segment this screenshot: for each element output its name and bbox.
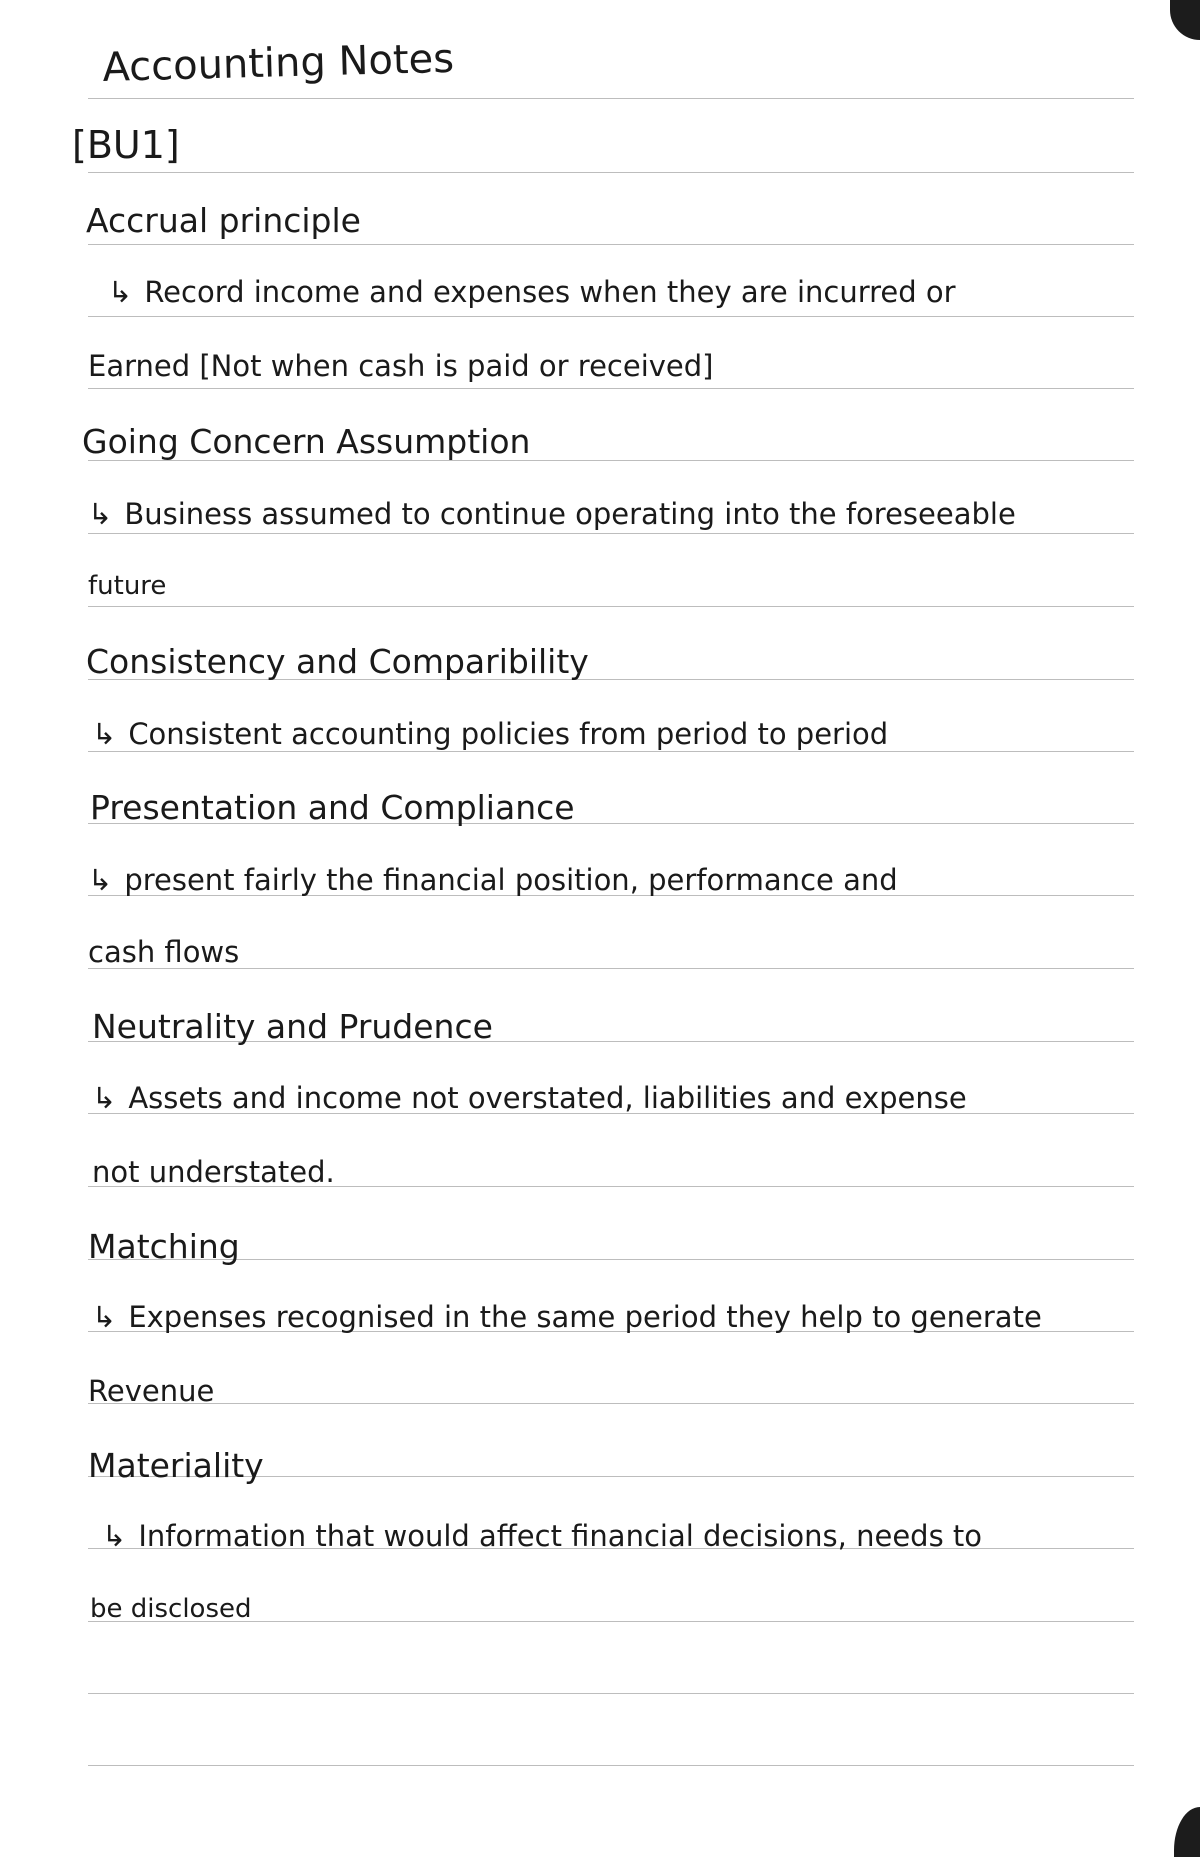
note-line-text: not understated. xyxy=(92,1155,335,1189)
note-heading-going-concern: Going Concern Assumption xyxy=(82,422,531,461)
note-line-text: cash flows xyxy=(88,935,240,969)
note-line xyxy=(88,497,1016,531)
note-line-text: Information that would affect financial decisions, needs to xyxy=(138,1519,983,1553)
ruled-line xyxy=(88,606,1134,607)
ruled-line xyxy=(88,388,1134,389)
note-line-text: Record income and expenses when they are incurred or xyxy=(144,275,956,309)
section-tag: [BU1] xyxy=(72,123,180,167)
arrow-icon: ↳ xyxy=(88,863,113,897)
note-line-text: Consistent accounting policies from period to period xyxy=(128,717,889,751)
ruled-line xyxy=(88,244,1134,245)
note-line-text: Business assumed to continue operating into the foreseeable xyxy=(124,497,1016,531)
ruled-line xyxy=(88,1693,1134,1694)
note-heading-neutrality: Neutrality and Prudence xyxy=(92,1007,493,1046)
note-heading-consistency: Consistency and Comparibility xyxy=(86,642,589,681)
arrow-icon: ↳ xyxy=(88,497,113,531)
arrow-icon: ↳ xyxy=(102,1519,127,1553)
arrow-icon: ↳ xyxy=(108,275,133,309)
arrow-icon: ↳ xyxy=(92,717,117,751)
note-line-text: Revenue xyxy=(88,1374,215,1408)
page-corner-bottom-right xyxy=(1174,1807,1200,1857)
note-line xyxy=(92,717,889,751)
note-line-text: future xyxy=(88,571,167,601)
page-title: Accounting Notes xyxy=(101,35,455,91)
note-line-text: Expenses recognised in the same period they help to generate xyxy=(128,1300,1042,1334)
ruled-line xyxy=(88,751,1134,752)
note-line-text: Earned [Not when cash is paid or received] xyxy=(88,349,714,383)
note-heading-presentation: Presentation and Compliance xyxy=(90,788,575,827)
note-line xyxy=(92,1300,1042,1334)
note-line-text: be disclosed xyxy=(90,1594,252,1624)
ruled-line xyxy=(88,533,1134,534)
page-corner-top-right xyxy=(1170,0,1200,40)
note-line xyxy=(102,1519,983,1553)
ruled-line xyxy=(88,316,1134,317)
note-heading-matching: Matching xyxy=(88,1227,240,1266)
note-line xyxy=(108,275,956,309)
arrow-icon: ↳ xyxy=(92,1081,117,1115)
ruled-line xyxy=(88,1765,1134,1766)
note-line xyxy=(92,1081,967,1115)
note-heading-materiality: Materiality xyxy=(88,1446,264,1485)
note-heading-accrual-principle: Accrual principle xyxy=(86,201,361,240)
note-line-text: Assets and income not overstated, liabilities and expense xyxy=(128,1081,967,1115)
note-line-text: present fairly the financial position, performance and xyxy=(124,863,898,897)
ruled-line xyxy=(88,98,1134,99)
ruled-line xyxy=(88,968,1134,969)
ruled-line xyxy=(88,1403,1134,1404)
ruled-line xyxy=(88,172,1134,173)
arrow-icon: ↳ xyxy=(92,1300,117,1334)
note-line xyxy=(88,863,898,897)
ruled-line xyxy=(88,1259,1134,1260)
